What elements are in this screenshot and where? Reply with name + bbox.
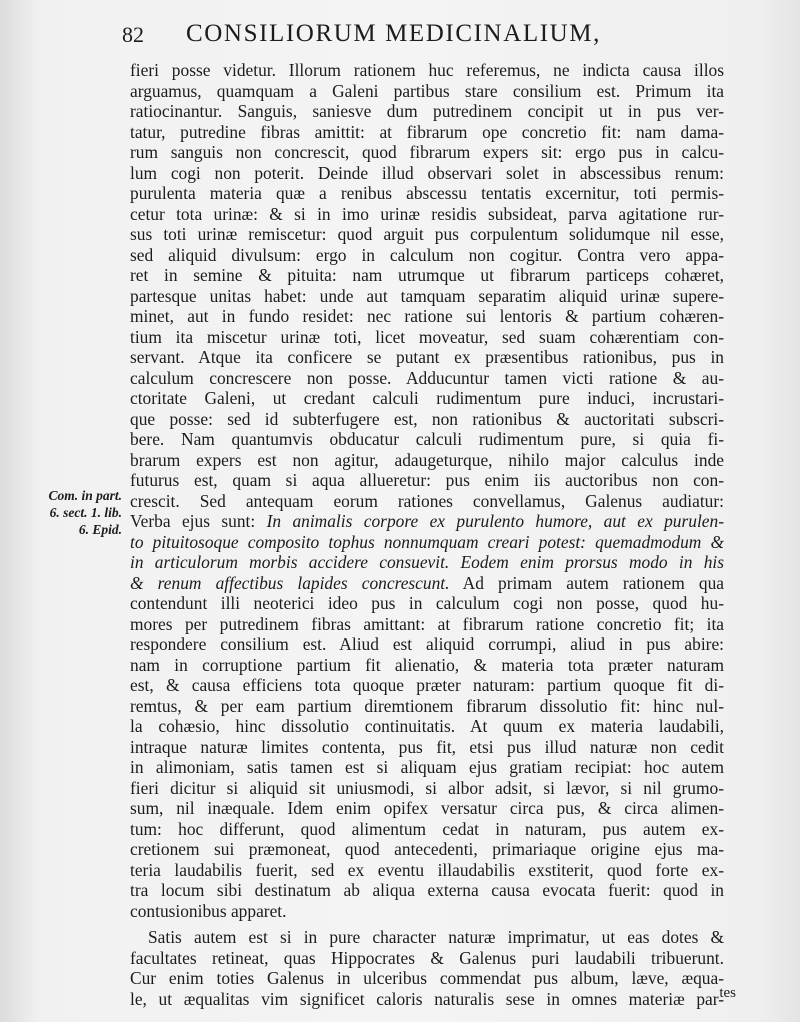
text-line [130,901,724,922]
text-line [130,204,724,225]
text-line-roman: arguamus, quamquam a Galeni partibus stare consilium est. Primum ita [130,80,724,101]
text-line-roman: minet, aut in fundo residet: nec ratione sui lentoris & partium cohæren- [130,306,724,326]
text-line [130,163,724,184]
text-line [130,183,724,204]
text-line-roman: partesque unitas habet: unde aut tamquam separatim aliquid urinæ supere- [130,285,724,306]
text-line-roman: calculum concrescere non posse. Adducuntur tamen victi ratione & au- [130,367,724,388]
text-line [130,819,724,840]
text-line [130,327,724,348]
text-line-roman: cetur tota urinæ: & si in imo urinæ residis subsideat, parva agitatione rur- [130,203,724,224]
text-line-roman: fieri dicitur si aliquid sit uniusmodi, si albor adsit, si lævor, si nil grumo- [130,777,724,798]
text-line [130,532,724,553]
text-line [130,798,724,819]
margin-note-line: Com. in part. [48,488,122,503]
text-line-roman: ret in semine & pituita: nam utrumque ut fibrarum particeps cohæret, [130,265,724,285]
text-line-roman: crescit. Sed antequam eorum rationes convellamus, Galenus audiatur: [130,490,724,511]
text-line-roman: ctoritate Galeni, ut credant calculi rudimentum pure induci, incrustari- [130,388,724,408]
body-text [130,60,724,1009]
text-line [130,450,724,471]
text-line-roman: fieri posse videtur. Illorum rationem huc referemus, ne indicta causa illos [130,60,724,80]
text-line [130,101,724,122]
page-number: 82 [122,22,144,47]
text-line [130,409,724,430]
text-line [130,593,724,614]
text-line [130,927,724,948]
text-line-roman: in alimoniam, satis tamen est si aliquam ejus gratiam recipiat: hoc autem [130,757,724,777]
text-line [130,306,724,327]
catchword: tes [719,985,736,1001]
text-line [130,948,724,969]
text-line [130,491,724,512]
margin-note [22,487,122,538]
text-line-roman: nam in corruptione partium fit alienatio, & materia tota præter naturam [130,654,724,675]
text-line [130,880,724,901]
text-line-roman: tium ita miscetur urinæ toti, licet moveatur, sed suam cohærentiam con- [130,326,724,347]
text-line-roman: futurus est, quam si aqua allueretur: pus enim iis auctoribus non con- [130,470,724,490]
text-line [130,696,724,717]
text-line-roman: bere. Nam quantumvis obducatur calculi rudimentum pure, si quia fi- [130,429,724,449]
text-line [130,81,724,102]
text-line-roman: ratiocinantur. Sanguis, saniesve dum putredinem concipit ut in pus ver- [130,101,724,121]
text-line [130,552,724,573]
text-line [130,286,724,307]
text-line-roman: teria laudabilis fuerit, sed ex eventu illaudabilis exstiterit, quod forte ex- [130,859,724,880]
text-line-roman: respondere consilium est. Aliud est aliquid corrumpi, aliud in pus abire: [130,634,724,654]
text-line-roman: lum cogi non poterit. Deinde illud observari solet in abscessibus renum: [130,162,724,183]
text-line [130,347,724,368]
text-line [130,429,724,450]
text-line-roman: tum: hoc differunt, quod alimentum cedat in naturam, pus autem ex- [130,818,724,839]
text-line-roman: mores per putredinem fibras amittant: at fibrarum ratione concretio fit; ita [130,613,724,634]
text-line [130,675,724,696]
text-line-roman: est, & causa efficiens tota quoque præter naturam: partium quoque fit di- [130,675,724,695]
text-line-roman: intraque naturæ limites contenta, pus fit, etsi pus illud naturæ non cedit [130,736,724,757]
text-line [130,511,724,532]
text-line-roman: rum sanguis non concrescit, quod fibrarum expers sit: ergo pus in calcu- [130,142,724,162]
text-line [130,737,724,758]
text-line [130,989,724,1010]
text-line-italic: in articulorum morbis accidere consuevit. Eodem enim prorsus modo in his [130,552,724,572]
text-line-roman: que posse: sed id subterfugere est, non rationibus & auctoritati subscri- [130,408,724,429]
text-line-roman: tra locum sibi destinatum ab aliqua externa causa evocata fuerit: quod in [130,880,724,900]
text-line [130,716,724,737]
text-line-roman: Cur enim toties Galenus in ulceribus commendat pus album, læve, æqua- [130,968,724,988]
text-line-roman: sum, nil inæquale. Idem enim opifex versatur circa pus, & circa alimen- [130,798,724,818]
text-line [130,573,724,594]
text-line-roman: sus toti urinæ remiscetur: quod arguit pus corpulentum solidumque nil esse, [130,224,724,244]
text-line-roman: purulenta materia quæ a renibus abscessu tentatis excernitur, toti permis- [130,183,724,203]
text-line [130,757,724,778]
text-line-roman: facultates retineat, quas Hippocrates & Galenus puri laudabili tribuerunt. [130,947,724,968]
text-line-roman: le, ut æqualitas vim significet caloris naturalis sese in omnes materiæ par- [130,988,724,1009]
text-line [130,60,724,81]
text-line-roman: contusionibus apparet. [130,900,287,921]
text-line-roman: remtus, & per eam partium diremtionem fibrarum dissolutio fit: hinc nul- [130,695,724,716]
text-line-roman: brarum expers est non agitur, adaugeturque, nihilo major calculus inde [130,449,724,470]
text-line [130,860,724,881]
page-header [122,18,682,50]
running-title: CONSILIORUM MEDICINALIUM, [186,20,601,47]
text-line [130,634,724,655]
text-line [130,655,724,676]
text-line [130,388,724,409]
text-line-italic: & renum affectibus lapides concrescunt. [130,572,450,593]
margin-note-line: 6. sect. 1. lib. [49,505,122,520]
text-line-italic: In animalis corpore ex purulento humore, aut ex purulen- [266,511,724,531]
text-line-roman: la cohæsio, hinc dissolutio continuitatis. At quum ex materia laudabili, [130,716,724,736]
text-line-roman: contendunt illi neoterici ideo pus in calculum cogi non posse, quod hu- [130,593,724,613]
text-line [130,265,724,286]
text-line [130,224,724,245]
text-line [130,142,724,163]
text-line [130,614,724,635]
text-line-italic: to pituitosoque composito tophus nonnumquam creari potest: quemadmodum & [130,531,724,552]
text-line [130,368,724,389]
text-line [130,778,724,799]
text-line [130,968,724,989]
text-line [130,839,724,860]
margin-note-line: 6. Epid. [78,522,122,537]
text-line-roman: Ad primam autem rationem qua [449,572,724,593]
text-line [130,245,724,266]
text-line-roman: Satis autem est si in pure character naturæ imprimatur, ut eas dotes & [148,927,724,947]
text-line-roman: Verba ejus sunt: [130,511,267,531]
text-line [130,470,724,491]
text-line-roman: cretionem sui præmoneat, quod antecedenti, primariaque origine ejus ma- [130,839,724,859]
text-line-roman: servant. Atque ita conficere se putant ex præsentibus rationibus, pus in [130,347,724,367]
text-line [130,122,724,143]
text-line-roman: sed aliquid divulsum: ergo in calculum non cogitur. Contra vero appa- [130,244,724,265]
text-line-roman: tatur, putredine fibras amittit: at fibrarum ope concretio fit: nam dama- [130,121,724,142]
